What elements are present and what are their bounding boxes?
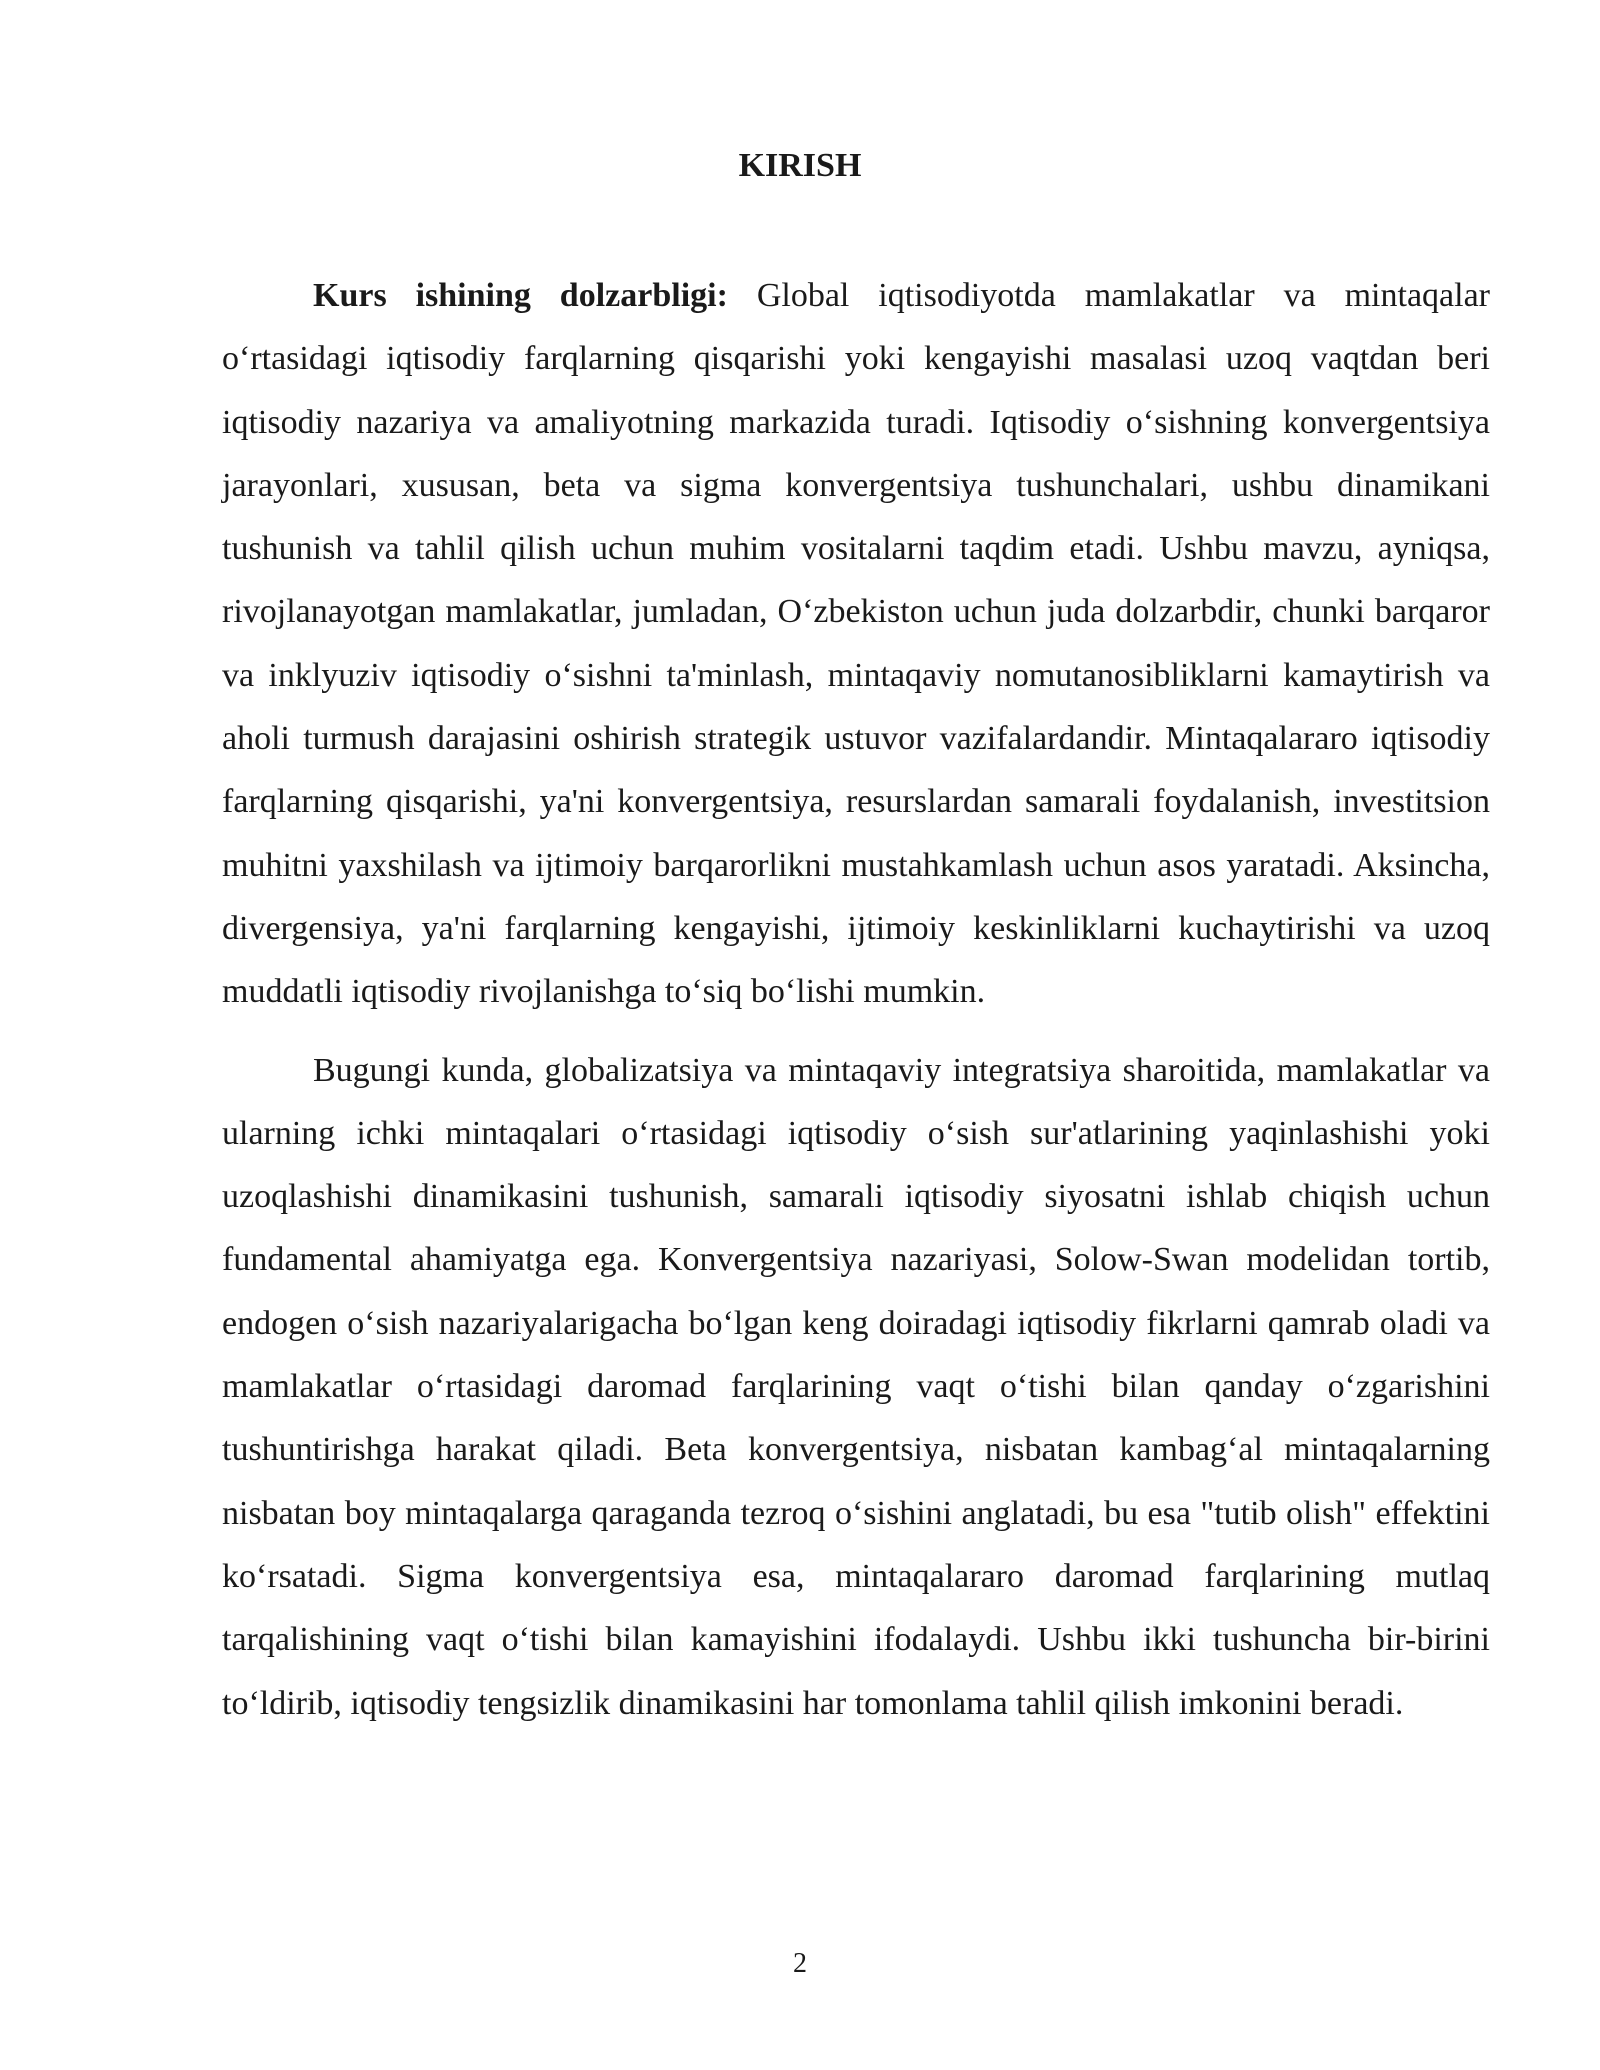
page-number: 2: [793, 1948, 807, 1979]
paragraph-convergence: [222, 1039, 1490, 1735]
paragraph-lead: Kurs ishining dolzarbligi:: [313, 277, 728, 314]
body-text: [222, 264, 1490, 1735]
paragraph-relevance: [222, 264, 1490, 1024]
paragraph-text: Global iqtisodiyotda mamlakatlar va mintaqalar oʻrtasidagi iqtisodiy farqlarning qisqarishi yoki kengayishi masalasi uzoq vaqtdan beri iqtisodiy nazariya va amaliyotning markazida turadi. Iqtisodiy oʻsishning konvergentsiya jarayonlari, xususan, beta va sigma konvergentsiya tushunchalari, ushbu dinamikani tushunish va tahlil qilish uchun muhim vositalarni taqdim etadi. Ushbu mavzu, ayniqsa, rivojlanayotgan mamlakatlar, jumladan, Oʻzbekiston uchun juda dolzarbdir, chunki barqaror va inklyuziv iqtisodiy oʻsishni ta'minlash, mintaqaviy nomutanosibliklarni kamaytirish va aholi turmush darajasini oshirish strategik ustuvor vazifalardandir. Mintaqalararo iqtisodiy farqlarning qisqarishi, ya'ni konvergentsiya, resurslardan samarali foydalanish, investitsion muhitni yaxshilash va ijtimoiy barqarorlikni mustahkamlash uchun asos yaratadi. Aksincha, divergensiya, ya'ni farqlarning kengayishi, ijtimoiy keskinliklarni kuchaytirishi va uzoq muddatli iqtisodiy rivojlanishga toʻsiq boʻlishi mumkin.: [222, 277, 1490, 1011]
page-heading: KIRISH: [738, 147, 862, 184]
paragraph-text: Bugungi kunda, globalizatsiya va mintaqaviy integratsiya sharoitida, mamlakatlar va ularning ichki mintaqalari oʻrtasidagi iqtisodiy oʻsish sur'atlarining yaqinlashishi yoki uzoqlashishi dinamikasini tushunish, samarali iqtisodiy siyosatni ishlab chiqish uchun fundamental ahamiyatga ega. Konvergentsiya nazariyasi, Solow-Swan modelidan tortib, endogen oʻsish nazariyalarigacha boʻlgan keng doiradagi iqtisodiy fikrlarni qamrab oladi va mamlakatlar oʻrtasidagi daromad farqlarining vaqt oʻtishi bilan qanday oʻzgarishini tushuntirishga harakat qiladi. Beta konvergentsiya, nisbatan kambagʻal mintaqalarning nisbatan boy mintaqalarga qaraganda tezroq oʻsishini anglatadi, bu esa "tutib olish" effektini koʻrsatadi. Sigma konvergentsiya esa, mintaqalararo daromad farqlarining mutlaq tarqalishining vaqt oʻtishi bilan kamayishini ifodalaydi. Ushbu ikki tushuncha bir-birini toʻldirib, iqtisodiy tengsizlik dinamikasini har tomonlama tahlil qilish imkonini beradi.: [222, 1051, 1490, 1722]
